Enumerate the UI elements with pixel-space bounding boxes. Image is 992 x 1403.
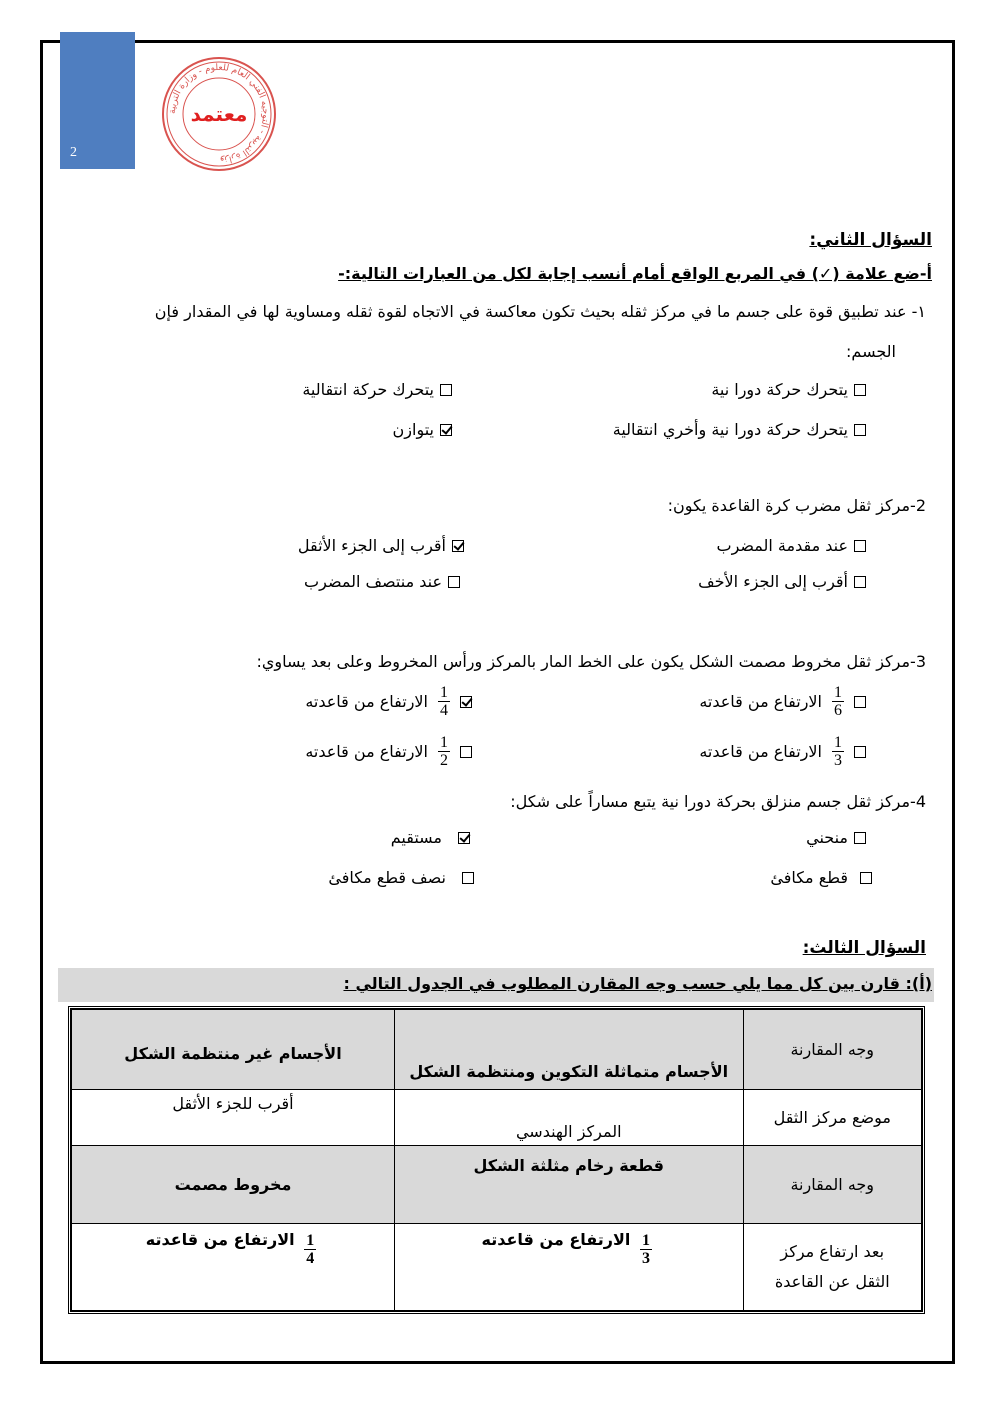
- approval-stamp: [160, 55, 278, 173]
- table-row: [72, 1224, 922, 1311]
- checkbox-empty[interactable]: [462, 872, 474, 884]
- table-header-cell: وجه المقارنة: [743, 1146, 922, 1224]
- q2-item2-option-a[interactable]: عند مقدمة المضرب: [717, 536, 867, 555]
- q2-item2-option-d[interactable]: عند منتصف المضرب: [304, 572, 460, 591]
- table-row: [72, 1146, 922, 1224]
- table-header-cell: مخروط مصمت: [72, 1146, 395, 1224]
- table-header-cell: الأجسام غير منتظمة الشكل: [72, 1010, 395, 1090]
- q2-item1-option-a[interactable]: يتحرك حركة دورا نية: [711, 380, 866, 399]
- checkbox-empty[interactable]: [854, 832, 866, 844]
- checkbox-empty[interactable]: [448, 576, 460, 588]
- checkbox-empty[interactable]: [440, 384, 452, 396]
- checkbox-empty[interactable]: [854, 576, 866, 588]
- table-row: [72, 1090, 922, 1146]
- page-number: 2: [70, 145, 77, 160]
- table-header-cell: وجه المقارنة: [743, 1010, 922, 1090]
- q2-item3-option-b[interactable]: $\frac{1}{4}$ الارتفاع من قاعدته: [305, 684, 472, 719]
- q2-item4-stem: 4-مركز ثقل جسم منزلق بحركة دورا نية يتبع مساراً على شكل:: [510, 792, 926, 811]
- page-number-tab: [60, 32, 135, 169]
- table-cell: موضع مركز الثقل: [743, 1090, 922, 1146]
- q2-item4-option-c[interactable]: قطع مكافئ: [770, 868, 872, 887]
- q2-item2-stem: 2-مركز ثقل مضرب كرة القاعدة يكون:: [667, 496, 926, 515]
- q2-item1-option-b[interactable]: يتحرك حركة انتقالية: [302, 380, 452, 399]
- table-cell: $\frac{1}{3}$ الارتفاع من قاعدته: [395, 1224, 744, 1311]
- table-row: [72, 1010, 922, 1090]
- stamp-ring-text: وزارة التربية - التوجيه الفني العام للعلوم - وزارة التربية: [167, 62, 271, 166]
- fraction: $\frac{1}{4}$: [440, 684, 448, 719]
- q2-item4-option-a[interactable]: منحني: [806, 828, 866, 847]
- q2-item3-stem: 3-مركز ثقل مخروط مصمت الشكل يكون على الخط المار بالمركز ورأس المخروط وعلى بعد يساوي:: [256, 652, 926, 671]
- q2-item4-option-d[interactable]: نصف قطع مكافئ: [328, 868, 474, 887]
- table-header-cell: قطعة رخام مثلثة الشكل: [395, 1146, 744, 1224]
- table-cell: $\frac{1}{4}$ الارتفاع من قاعدته: [72, 1224, 395, 1311]
- checkbox-checked[interactable]: [440, 424, 452, 436]
- q2-item3-option-c[interactable]: $\frac{1}{3}$ الارتفاع من قاعدته: [699, 734, 866, 769]
- checkbox-checked[interactable]: [452, 540, 464, 552]
- fraction: $\frac{1}{4}$: [306, 1232, 315, 1267]
- stamp-word: معتمد: [190, 102, 248, 126]
- q3-title: السؤال الثالث:: [802, 938, 926, 958]
- q2-item1-stem: ١- عند تطبيق قوة على جسم ما في مركز ثقله بحيث تكون معاكسة في الاتجاه لقوة ثقله ومساوية لها في المقدار فإن: [154, 302, 926, 321]
- q2-item1-option-c[interactable]: يتحرك حركة دورا نية وأخري انتقالية: [613, 420, 866, 439]
- q2-item2-option-b[interactable]: أقرب إلى الجزء الأثقل: [298, 536, 464, 555]
- comparison-table: [68, 1006, 925, 1314]
- checkbox-empty[interactable]: [860, 872, 872, 884]
- checkbox-empty[interactable]: [460, 746, 472, 758]
- q3-instruction: (أ): قارن بين كل مما يلي حسب وجه المقارن المطلوب في الجدول التالي :: [343, 974, 932, 993]
- checkbox-empty[interactable]: [854, 424, 866, 436]
- fraction: $\frac{1}{3}$: [834, 734, 842, 769]
- checkbox-empty[interactable]: [854, 746, 866, 758]
- q2-instruction: أ-ضع علامة (✓) في المربع الواقع أمام أنسب إجابة لكل من العبارات التالية:-: [338, 264, 932, 283]
- q2-item1-stem-cont: الجسم:: [846, 342, 896, 361]
- q2-item2-option-c[interactable]: أقرب إلى الجزء الأخف: [698, 572, 866, 591]
- q2-item3-option-a[interactable]: $\frac{1}{6}$ الارتفاع من قاعدته: [699, 684, 866, 719]
- checkbox-checked[interactable]: [460, 696, 472, 708]
- table-cell: بعد ارتفاع مركز الثقل عن القاعدة: [743, 1224, 922, 1311]
- fraction: $\frac{1}{2}$: [440, 734, 448, 769]
- fraction: $\frac{1}{6}$: [834, 684, 842, 719]
- table-header-cell: الأجسام متماثلة التكوين ومنتظمة الشكل: [395, 1010, 744, 1090]
- checkbox-empty[interactable]: [854, 696, 866, 708]
- checkbox-empty[interactable]: [854, 384, 866, 396]
- q2-item1-option-d[interactable]: يتوازن: [393, 420, 452, 439]
- table-cell: أقرب للجزء الأثقل: [72, 1090, 395, 1146]
- table-cell: المركز الهندسي: [395, 1090, 744, 1146]
- checkbox-empty[interactable]: [854, 540, 866, 552]
- fraction: $\frac{1}{3}$: [641, 1232, 650, 1267]
- q2-item4-option-b[interactable]: مستقيم: [391, 828, 470, 847]
- q2-item3-option-d[interactable]: $\frac{1}{2}$ الارتفاع من قاعدته: [305, 734, 472, 769]
- checkbox-checked[interactable]: [458, 832, 470, 844]
- q2-title: السؤال الثاني:: [809, 230, 932, 250]
